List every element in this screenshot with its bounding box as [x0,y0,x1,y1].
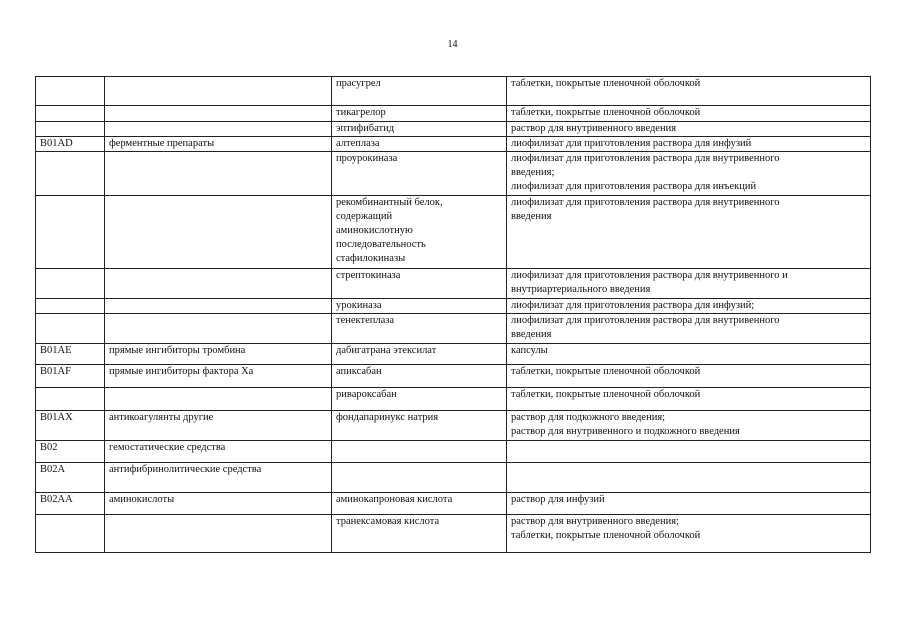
dosage-form-line: капсулы [511,345,548,356]
table-row [36,493,871,515]
page-number: 14 [447,39,458,50]
group-name-cell: прямые ингибиторы тромбина [105,344,332,365]
group-name-cell [105,152,332,196]
table-row [36,196,871,269]
dosage-form-line: таблетки, покрытые пленочной оболочкой [511,389,701,400]
atc-code-cell [36,196,105,269]
table-row [36,314,871,344]
atc-code-cell [36,152,105,196]
dosage-form-line: таблетки, покрытые пленочной оболочкой [511,78,701,89]
drug-table [35,76,871,553]
table-row [36,299,871,314]
dosage-form-cell [507,299,871,314]
drug-name-cell: стрептокиназа [332,269,507,299]
dosage-form-cell [507,411,871,441]
drug-name-cell [332,441,507,463]
dosage-form-line: лиофилизат для приготовления раствора для инъекций [511,181,757,192]
table-row [36,388,871,411]
table-row [36,122,871,137]
dosage-form-cell [507,122,871,137]
table-row [36,106,871,122]
dosage-form-cell [507,463,871,493]
drug-name-cell: прасугрел [332,77,507,106]
table-row [36,515,871,553]
dosage-form-cell [507,365,871,388]
dosage-form-line: лиофилизат для приготовления раствора для внутривенного [511,315,780,326]
dosage-form-line: таблетки, покрытые пленочной оболочкой [511,107,701,118]
table-body [36,77,871,553]
atc-code-cell [36,314,105,344]
dosage-form-line: лиофилизат для приготовления раствора для инфузий; [511,300,755,311]
drug-name-cell: аминокапроновая кислота [332,493,507,515]
dosage-form-line: раствор для внутривенного введения [511,123,677,134]
drug-name-cell: фондапаринукс натрия [332,411,507,441]
drug-name-cell: урокиназа [332,299,507,314]
dosage-form-line: введения [511,329,552,340]
drug-name-line: стафилокиназы [336,253,406,264]
atc-code-cell [36,388,105,411]
dosage-form-cell [507,269,871,299]
dosage-form-line: раствор для подкожного введения; [511,412,666,423]
atc-code-cell [36,122,105,137]
group-name-cell [105,122,332,137]
dosage-form-cell [507,344,871,365]
group-name-cell: ферментные препараты [105,137,332,152]
atc-code-cell: B01AD [36,137,105,152]
dosage-form-line: введения; [511,167,555,178]
drug-name-cell: дабигатрана этексилат [332,344,507,365]
atc-code-cell: B02AA [36,493,105,515]
group-name-cell: аминокислоты [105,493,332,515]
dosage-form-line: раствор для инфузий [511,494,605,505]
table-row [36,344,871,365]
dosage-form-line: введения [511,211,552,222]
group-name-cell [105,106,332,122]
table-row [36,365,871,388]
dosage-form-cell [507,196,871,269]
drug-name-line: аминокислотную [336,225,413,236]
dosage-form-cell [507,493,871,515]
dosage-form-cell [507,106,871,122]
group-name-cell [105,196,332,269]
atc-code-cell: B02A [36,463,105,493]
atc-code-cell: B01AX [36,411,105,441]
group-name-cell: прямые ингибиторы фактора Xa [105,365,332,388]
atc-code-cell: B01AF [36,365,105,388]
drug-name-cell: эптифибатид [332,122,507,137]
table-row [36,152,871,196]
group-name-cell: гемостатические средства [105,441,332,463]
dosage-form-line: лиофилизат для приготовления раствора для инфузий [511,138,752,149]
dosage-form-line: внутриартериального введения [511,284,651,295]
table-row [36,463,871,493]
dosage-form-line: лиофилизат для приготовления раствора для внутривенного [511,197,780,208]
dosage-form-line: лиофилизат для приготовления раствора для внутривенного и [511,270,788,281]
dosage-form-cell [507,152,871,196]
atc-code-cell [36,269,105,299]
group-name-cell [105,77,332,106]
group-name-cell [105,515,332,553]
drug-name-cell: апиксабан [332,365,507,388]
dosage-form-cell [507,441,871,463]
dosage-form-cell [507,388,871,411]
table-row [36,411,871,441]
table-row [36,137,871,152]
dosage-form-line: таблетки, покрытые пленочной оболочкой [511,530,701,541]
group-name-cell [105,314,332,344]
group-name-cell [105,299,332,314]
drug-name-cell [332,463,507,493]
drug-name-line: последовательность [336,239,426,250]
table-row [36,269,871,299]
drug-name-cell: алтеплаза [332,137,507,152]
dosage-form-cell [507,77,871,106]
drug-name-line: содержащий [336,211,393,222]
group-name-cell [105,388,332,411]
atc-code-cell [36,77,105,106]
drug-name-cell [332,196,507,269]
drug-name-cell: тикагрелор [332,106,507,122]
group-name-cell: антифибринолитические средства [105,463,332,493]
dosage-form-cell [507,137,871,152]
dosage-form-line: лиофилизат для приготовления раствора для внутривенного [511,153,780,164]
atc-code-cell [36,515,105,553]
table-row [36,441,871,463]
drug-name-cell: тенектеплаза [332,314,507,344]
drug-name-line: рекомбинантный белок, [336,197,443,208]
drug-name-cell: проурокиназа [332,152,507,196]
atc-code-cell [36,106,105,122]
dosage-form-line: раствор для внутривенного введения; [511,516,679,527]
dosage-form-cell [507,314,871,344]
group-name-cell [105,269,332,299]
atc-code-cell [36,299,105,314]
group-name-cell: антикоагулянты другие [105,411,332,441]
table-row [36,77,871,106]
dosage-form-cell [507,515,871,553]
drug-name-cell: транексамовая кислота [332,515,507,553]
dosage-form-line: таблетки, покрытые пленочной оболочкой [511,366,701,377]
atc-code-cell: B02 [36,441,105,463]
drug-name-cell: ривароксабан [332,388,507,411]
dosage-form-line: раствор для внутривенного и подкожного введения [511,426,740,437]
atc-code-cell: B01AE [36,344,105,365]
